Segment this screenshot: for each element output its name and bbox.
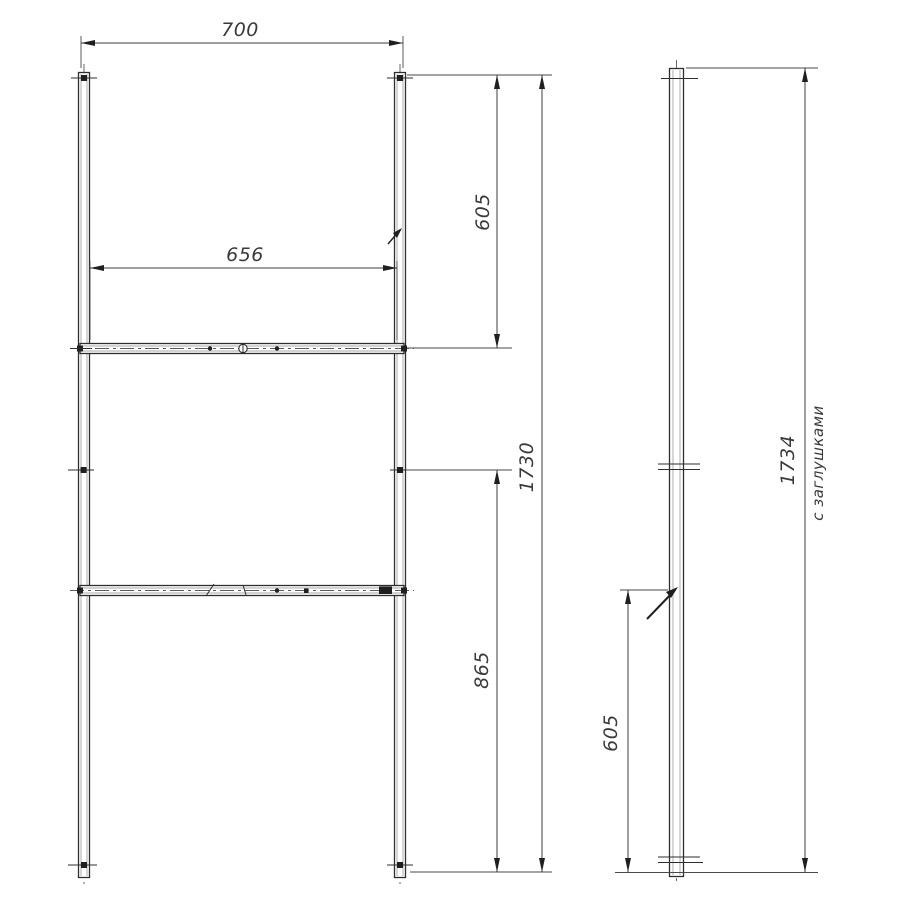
right-post-tube: [395, 73, 406, 878]
arrowhead-icon: [494, 470, 500, 484]
arrowhead-icon: [625, 858, 631, 872]
dim-label-side-overall-height: 1734: [777, 434, 799, 486]
joint-bolt: [397, 467, 403, 473]
dim-top-width: [81, 19, 403, 68]
dim-label-overall-height-front: 1730: [516, 441, 538, 493]
crossbar-end-bolt: [77, 588, 83, 594]
right-post: [395, 64, 406, 884]
dim-upper-height: [407, 75, 552, 348]
crossbar-end-bolt: [401, 346, 407, 352]
arrowhead-icon: [494, 75, 500, 89]
side-view: [647, 60, 703, 884]
fastener-dot: [208, 346, 212, 350]
dim-label-upper-height: 605: [472, 193, 494, 231]
bolt: [397, 75, 403, 81]
arrowhead-icon: [389, 40, 403, 46]
side-post: [658, 60, 703, 884]
left-post-tube: [79, 73, 90, 878]
fastener-dot: [275, 588, 279, 592]
arrowhead-icon: [539, 858, 545, 872]
dim-side-overall-height: [615, 68, 827, 873]
bolt: [397, 862, 403, 868]
dim-lower-height: [407, 470, 512, 872]
joint-bolt: [81, 467, 87, 473]
bolt: [81, 862, 87, 868]
arrowhead-icon: [81, 40, 95, 46]
dim-inner-width: [90, 244, 397, 340]
arrowhead-icon: [539, 75, 545, 89]
fastener-square: [304, 589, 309, 594]
arrowhead-icon: [802, 68, 808, 82]
dim-label-lower-height: 865: [471, 651, 493, 689]
front-view: [68, 64, 414, 884]
lower-crossbar: [70, 584, 414, 596]
fastener-dot: [275, 346, 279, 350]
bolt: [81, 75, 87, 81]
bolts-front: [68, 75, 413, 868]
arrowhead-icon: [494, 858, 500, 872]
side-note-label: с заглушками: [809, 405, 827, 521]
left-post: [79, 64, 90, 884]
end-bracket: [379, 587, 392, 595]
side-post-tube: [670, 69, 684, 877]
dim-label-top-width: 700: [221, 19, 259, 41]
dim-label-inner-width: 656: [226, 244, 264, 266]
arrowhead-icon: [494, 334, 500, 348]
dim-label-side-lower-height: 605: [600, 714, 622, 752]
arrowhead-icon: [625, 590, 631, 604]
upper-crossbar: [70, 343, 414, 354]
crossbar-end-bolt: [401, 588, 407, 594]
arrowhead-icon: [802, 858, 808, 872]
arrowhead-icon: [90, 265, 104, 271]
dim-side-lower-height: [600, 590, 668, 872]
